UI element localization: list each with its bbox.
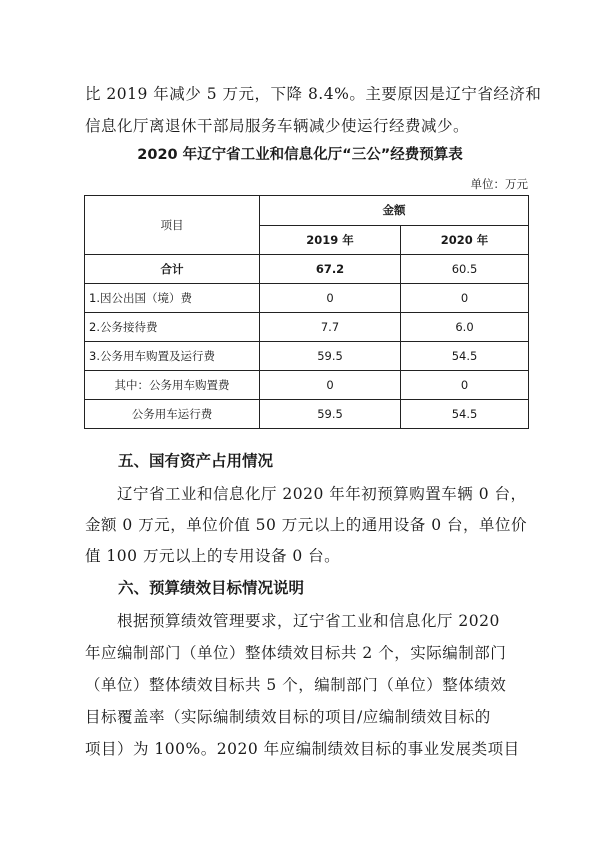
header-year-2019: 2019 年 bbox=[260, 225, 401, 255]
header-item: 项目 bbox=[85, 196, 260, 255]
intro-line-2: 信息化厅离退休干部局服务车辆减少使运行经费减少。 bbox=[85, 117, 470, 135]
table-unit: 单位：万元 bbox=[470, 177, 528, 191]
table-row bbox=[85, 284, 529, 313]
table-title: 2020 年辽宁省工业和信息化厅“三公”经费预算表 bbox=[137, 147, 463, 163]
row-item: 其中：公务用车购置费 bbox=[85, 371, 260, 400]
section5-line-2: 金额 0 万元，单位价值 50 万元以上的通用设备 0 台，单位价 bbox=[85, 516, 528, 534]
row-item: 合计 bbox=[85, 255, 260, 284]
table-row bbox=[85, 371, 529, 400]
section6-heading: 六、预算绩效目标情况说明 bbox=[118, 579, 305, 597]
table-row bbox=[85, 400, 529, 429]
section5-line-3: 值 100 万元以上的专用设备 0 台。 bbox=[85, 547, 341, 565]
table-row bbox=[85, 255, 529, 284]
row-2020: 0 bbox=[401, 284, 529, 313]
row-item: 3.公务用车购置及运行费 bbox=[85, 342, 260, 371]
section6-line-5: 项目）为 100%。2020 年应编制绩效目标的事业发展类项目 bbox=[85, 740, 520, 758]
section6-line-1: 根据预算绩效管理要求，辽宁省工业和信息化厅 2020 bbox=[117, 612, 500, 630]
row-item: 1.因公出国（境）费 bbox=[85, 284, 260, 313]
row-2020: 54.5 bbox=[401, 342, 529, 371]
table-row bbox=[85, 342, 529, 371]
section5-line-1: 辽宁省工业和信息化厅 2020 年年初预算购置车辆 0 台， bbox=[117, 485, 527, 503]
section6-line-3: （单位）整体绩效目标共 5 个，编制部门（单位）整体绩效 bbox=[85, 676, 507, 694]
row-2019: 59.5 bbox=[260, 400, 401, 429]
row-item: 公务用车运行费 bbox=[85, 400, 260, 429]
header-year-2020: 2020 年 bbox=[401, 225, 529, 255]
table-row bbox=[85, 313, 529, 342]
row-2020: 60.5 bbox=[401, 255, 529, 284]
row-2019: 0 bbox=[260, 371, 401, 400]
row-2019: 7.7 bbox=[260, 313, 401, 342]
section6-line-2: 年应编制部门（单位）整体绩效目标共 2 个，实际编制部门 bbox=[85, 644, 507, 662]
row-2019: 59.5 bbox=[260, 342, 401, 371]
row-2019: 0 bbox=[260, 284, 401, 313]
intro-line-1: 比 2019 年减少 5 万元，下降 8.4%。主要原因是辽宁省经济和 bbox=[85, 85, 542, 103]
row-2020: 6.0 bbox=[401, 313, 529, 342]
row-2020: 54.5 bbox=[401, 400, 529, 429]
header-amount: 金额 bbox=[260, 196, 529, 226]
section5-heading: 五、国有资产占用情况 bbox=[118, 452, 274, 470]
budget-table bbox=[84, 195, 529, 429]
row-2020: 0 bbox=[401, 371, 529, 400]
table-header-row bbox=[85, 196, 529, 226]
section6-line-4: 目标覆盖率（实际编制绩效目标的项目/应编制绩效目标的 bbox=[85, 708, 491, 726]
row-item: 2.公务接待费 bbox=[85, 313, 260, 342]
row-2019: 67.2 bbox=[260, 255, 401, 284]
